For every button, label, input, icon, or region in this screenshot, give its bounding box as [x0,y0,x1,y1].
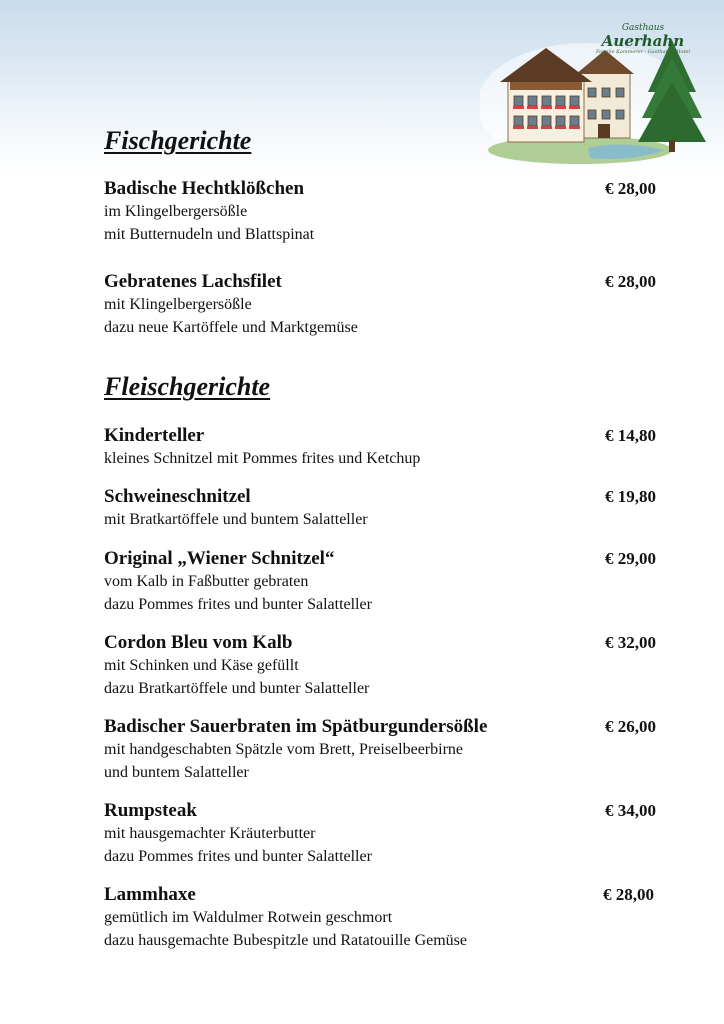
item-price: € 28,00 [605,272,656,291]
menu-item-kinderteller [104,425,664,470]
item-description-line: mit Schinken und Käse gefüllt [104,657,299,674]
item-price: € 28,00 [603,885,654,904]
inn-logo [480,10,710,170]
item-name: Schweineschnitzel [104,486,251,507]
menu-item-sauerbraten [104,716,664,784]
logo-line-2: Auerhahn [601,32,685,50]
item-name: Cordon Bleu vom Kalb [104,632,293,653]
item-description-line: vom Kalb in Faßbutter gebraten [104,573,309,590]
menu-item-wiener-schnitzel [104,548,664,616]
item-name: Rumpsteak [104,800,197,821]
item-description-line: und buntem Salatteller [104,764,249,781]
item-price: € 34,00 [605,801,656,820]
item-description-line: mit Butternudeln und Blattspinat [104,226,315,243]
item-description-line: dazu neue Kartöffele und Marktgemüse [104,319,358,336]
item-name: Original „Wiener Schnitzel“ [104,548,335,569]
menu-item-rumpsteak [104,800,664,868]
menu-item-schweineschnitzel [104,486,664,531]
item-description-line: mit Klingelbergersößle [104,296,252,313]
item-description-line: gemütlich im Waldulmer Rotwein geschmort [104,909,393,926]
item-price: € 19,80 [605,487,656,506]
item-description-line: mit hausgemachter Kräuterbutter [104,825,316,842]
logo-line-1: Gasthaus [621,23,665,33]
item-description-line: dazu hausgemachte Bubespitzle und Ratatouille Gemüse [104,932,467,949]
item-name: Kinderteller [104,425,205,446]
item-name: Gebratenes Lachsfilet [104,271,282,292]
item-price: € 26,00 [605,717,656,736]
item-name: Lammhaxe [104,884,196,905]
menu-item-lammhaxe [104,884,664,952]
section-title-fischgerichte: Fischgerichte [104,126,252,155]
item-description-line: dazu Bratkartöffele und bunter Salatteller [104,680,370,697]
menu-item-hechtkloesschen [104,178,664,246]
menu-item-lachsfilet [104,271,664,339]
logo-line-3: Familie Kammerer · Gasthaus · Hotel [595,49,691,55]
item-description-line: mit Bratkartöffele und buntem Salatteller [104,511,368,528]
item-description-line: kleines Schnitzel mit Pommes frites und Ketchup [104,450,421,467]
item-name: Badischer Sauerbraten im Spätburgundersößle [104,716,488,737]
item-name: Badische Hechtklößchen [104,178,305,199]
menu-item-cordon-bleu [104,632,664,700]
item-description-line: dazu Pommes frites und bunter Salatteller [104,848,372,865]
logo-wordmark [578,24,708,55]
item-description-line: im Klingelbergersößle [104,203,248,220]
item-price: € 29,00 [605,549,656,568]
item-description-line: mit handgeschabten Spätzle vom Brett, Preiselbeerbirne [104,741,463,758]
item-price: € 32,00 [605,633,656,652]
item-price: € 28,00 [605,179,656,198]
section-title-fleischgerichte: Fleischgerichte [104,372,271,401]
item-price: € 14,80 [605,426,656,445]
item-description-line: dazu Pommes frites und bunter Salatteller [104,596,372,613]
